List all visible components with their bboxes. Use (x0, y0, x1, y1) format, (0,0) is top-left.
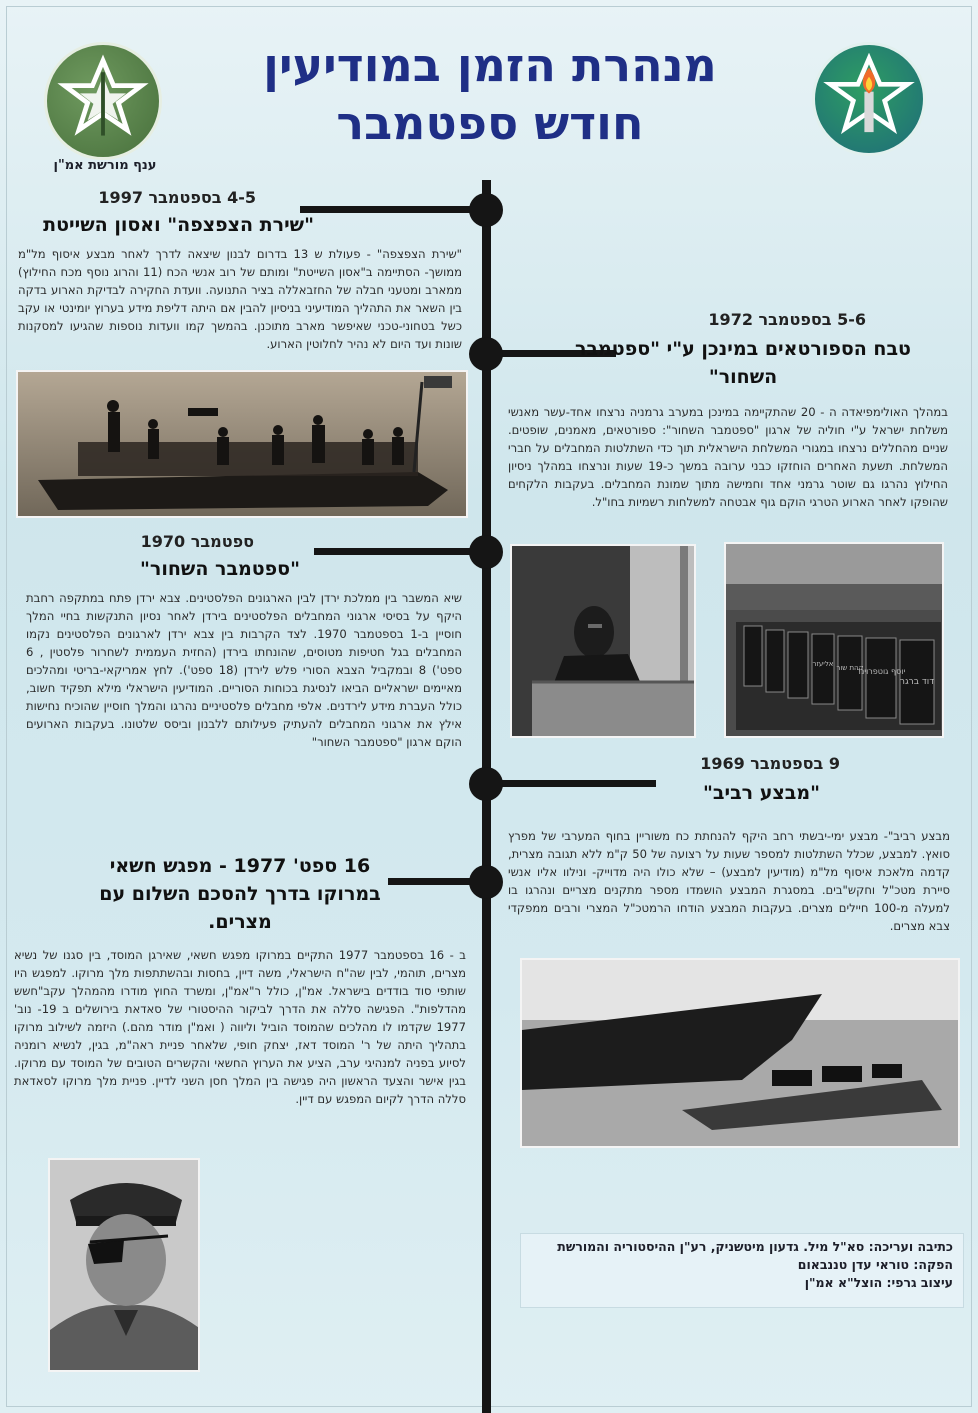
event-body: "שירת הצפצפה" - פעולת ש 13 בדרום לבנון שיצאה לדרך לאחר מבצע איסוף מל"מ ממושך- הסתיימה ב"אסון השייטת" ומותם של רוב אנשי הכח (11 והרוג נוסף מכח החילוץ) ממארב ומטעני חבלה של החזבאללה בציר התנועה. וועדת החקירה לבדיקת הארוע בדקה בין השאר את התהליך המודיעיני בניסיון להבין אם היתה דליפת מידע בערוץ יומינטי או עקב כשל בטחוני-טכני שאיפשר מארב מתוכנן. בהמשך קמו וועדות נוספות שהגיעו למסקנות שונות ועד היום לא נהיר לחלוטין הארוע. (18, 247, 463, 351)
timeline-node (469, 865, 503, 899)
boat-photo (16, 370, 468, 518)
event-heading: 16 ספט' 1977 - מפגש חשאי במרוקו בדרך להסכם השלום עם מצרים. (99, 855, 381, 933)
portrait-photo (48, 1158, 200, 1372)
event-1970 (26, 532, 462, 751)
memorial-name: קהת שור (836, 664, 864, 672)
credits-design: עיצוב גרפי: הוצל"א אמ"ן (804, 1275, 953, 1290)
timeline-node (469, 193, 503, 227)
masked-terrorist-photo (510, 544, 696, 738)
event-date: 9 בספטמבר 1969 (700, 754, 840, 773)
title-line-1: מנהרת הזמן במודיעין (263, 38, 717, 92)
event-date: ספטמבר 1970 (140, 532, 254, 551)
event-body: שיא המשבר בין ממלכת ירדן לבין הארגונים הפלסטינים. צבא ירדן פתח במתקפה רחבת היקף על בסיסי ארגוני המחבלים הפלסטינים בירדן לאחר נסיון התנקשות בחיי המלך חוסיין ב-1 בספטמבר 1970. לצד הקרבות בין צבא ירדן לארגונים הפלסטינים נקמו המחבלים בגל חטיפות מטוסים, שהונחתו בירדן (החזית העממית לשחרור פלסטין , 6 ספט') 8 ובמקביל הצבא הסורי פלש לירדן (18 ספט'). לחץ אמריקאי-בריטי ומהלכים מאיימים ישראליים הביאו לנסיגת בכוחות הסוריים. המודיעין הישראלי מילא תפקיד חשוב, כולל העברת מידע לירדנים. אלפי מחבלים פלסטיניים נהרגו והמלך חוסיין שהוכיח נחישות אילץ את ארגוני המחבלים להעתיק פעילותם ללבנון וביסס שלטונו. בעקבות הארועים הוקם ארגון "ספטמבר השחור" (26, 591, 462, 749)
star-torch-icon (823, 53, 915, 145)
event-heading: "מבצע רביב" (702, 782, 820, 804)
event-body: במהלך האולימפיאדה ה - 20 שהתקיימה במינכן במערב גרמניה נרצחו אחד-עשר מאנשי משלחת ישראל ע"י חוליה של ארגון "ספטמבר השחור": ספורטאים, מאמנים, שופטים. שניים מהחללים נרצחו במגורי המשלחת הישראלית תוך כדי השתלטות המחבלים על חברי המשלחת. תשעת האחרים הוחזקו כבני ערובה במשך כ-19 שעות ונרצחו במהלך ניסיון החילוץ נהרגו גם שוטר גרמני אחד וחמישה מתוך שמונת המחבלים. בעקבות הלקחים שהופקו לאחר הארוע הטרגי הוקם גוף אבטחה למשלחות רשמיות בחו"ל. (508, 405, 948, 509)
memorial-name: דוד ברגר (899, 677, 935, 687)
event-date: 4-5 בספטמבר 1997 (98, 188, 256, 207)
star-sword-icon (55, 53, 151, 149)
poster-title (180, 36, 800, 152)
title-line-2: חודש ספטמבר (336, 96, 644, 150)
landing-craft-photo (520, 958, 960, 1148)
event-1969 (508, 754, 950, 935)
credits-production: הפקה: טוראי עדן טננבאום (797, 1257, 953, 1272)
memorial-name: אליעזר (812, 660, 834, 668)
event-1997 (18, 188, 462, 353)
heritage-branch-logo (44, 42, 162, 160)
event-1972 (508, 310, 948, 511)
memorial-name: יוסף גוטפרוינד (856, 667, 906, 676)
logo-caption: ענף מורשת אמ"ן (53, 158, 157, 173)
event-heading: טבח הספורטאים במינכן ע"י "ספטמבר השחור" (575, 338, 911, 388)
event-1977 (14, 852, 466, 1108)
credits-writing: כתיבה ועריכה: סא"ל מיל. גדעון מיטשניק, רע"ן ההיסטוריה והמורשת (557, 1239, 953, 1254)
timeline-node (469, 535, 503, 569)
intelligence-torch-logo (812, 42, 926, 156)
event-heading: "ספטמבר השחור" (140, 558, 300, 580)
credits-box (520, 1233, 964, 1308)
event-body: מבצע רביב"- מבצע ימי-יבשתי רחב היקף להנחתת כח משוריין בחוף המערבי של מפרץ סואץ. למבצע, שכלל השתלטות למספר שעות על רצועה של 50 ק"מ ללא תגובה מצרית, קדמה מלאכת איסוף מל"מ (מודיעין למבצע) – שלא כולו היה מדוייק- ונילוו אליו אנשי סיירת מטכ"ל וחקש"בים. במסגרת המבצע הושמדו מספר מתקנים מצריים ונהרגו בו למעלה מ-100 חיילים מצרים. בעקבות המבצע הודחו הרמטכ"ל המצרי ורבים ממפקדי צבא מצרים. (508, 829, 950, 933)
timeline-node (469, 337, 503, 371)
event-heading: "שירת הצפצפה" ואסון השייטת (43, 214, 314, 236)
event-body: ב - 16 בספטמבר 1977 התקיים במרוקו מפגש חשאי, שאירגן המוסד, בין סגנו של נשיא מצרים, תוהמי, לבין שה"ח הישראלי, משה דיין, בחסות ובהשתתפות מלך מרוקו. למפגש היו שותפי סוד בודדים בישראל. אמ"ן, כולל ר"אמ"ן, ומשרד החוץ מודרו מהמהלך עקב"חשש מהדלפות". הפגישה סללה את הדרך לביקור ההיסטורי של סאדאת בירושלים ב 19- נוב' 1977 שקדמו לו מהלכים שהמוסד הוביל וליווה ( ואמ"ן מודר מהם.) היזמה לשילוב מרוקו בתהליך היתה של ר' המוסד דאז, יצחק חופי, שלאחר פניית ראה"מ, בגין, לנשיא רומניה לסיוע בפניה למנהיגי ערב, הציע את הערוץ החשאי והקשרים הטובים של המוסד עם מרוקו. בגין אישר והצעד הראשון היה פגישה בין המלך חסן השני לדיין. פניית מלך מרוקו לסאדאת סללה הדרך לקיום המפגש עם דיין. (14, 948, 467, 1106)
munich-memorial-photo (724, 542, 944, 738)
timeline-node (469, 767, 503, 801)
event-date: 5-6 בספטמבר 1972 (708, 310, 866, 329)
